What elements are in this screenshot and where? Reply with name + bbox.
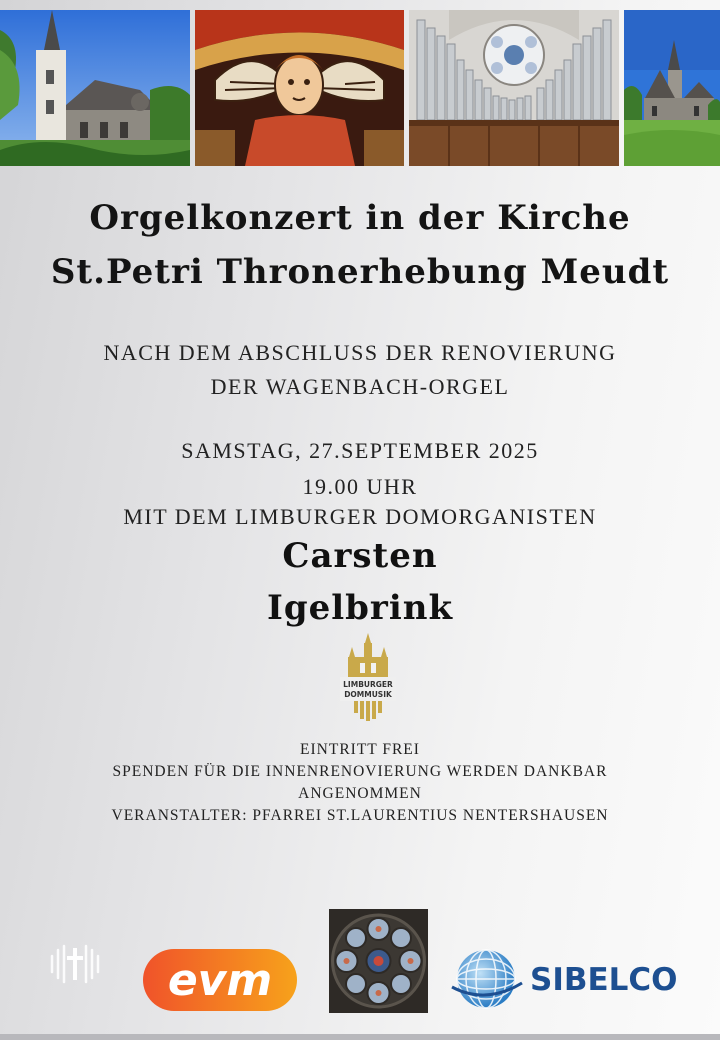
evm-logo-text: evm [167,955,273,1006]
organ-pipes-photo [409,10,619,166]
renovation-subtitle-line2: DER WAGENBACH-ORGEL [210,374,510,399]
bottom-divider [0,1034,720,1040]
dommusik-logo-text-1: LIMBURGER [343,680,393,689]
rose-window-photo [329,909,428,1013]
organist-last-name: Igelbrink [266,588,454,628]
sibelco-logo-text: SIBELCO [530,962,678,998]
limburger-dommusik-logo [338,633,398,721]
sibelco-logo [450,947,700,1011]
cross-organ-icon [46,938,104,988]
dommusik-logo-text-2: DOMMUSIK [344,690,392,699]
renovation-subtitle-line1: NACH DEM ABSCHLUSS DER RENOVIERUNG [103,340,617,365]
donations-info-line1: SPENDEN FÜR DIE INNENRENOVIERUNG WERDEN DANKBAR [112,763,608,780]
evm-logo [141,945,299,1015]
organist-intro: MIT DEM LIMBURGER DOMORGANISTEN [123,504,597,529]
donations-info-line2: ANGENOMMEN [298,785,422,802]
organizer-info: VERANSTALTER: PFARREI ST.LAURENTIUS NENTERSHAUSEN [111,807,609,824]
event-time: 19.00 UHR [302,474,418,499]
header-photo-strip [0,10,720,166]
concert-title-line1: Orgelkonzert in der Kirche [89,198,631,238]
event-date: SAMSTAG, 27.SEPTEMBER 2025 [181,438,539,463]
church-tower-photo [0,10,190,166]
stained-glass-angel-photo [195,10,404,166]
organist-first-name: Carsten [282,536,438,576]
church-exterior-photo [624,10,720,166]
admission-info: EINTRITT FREI [300,741,420,758]
concert-title-line2: St.Petri Thronerhebung Meudt [50,252,670,292]
